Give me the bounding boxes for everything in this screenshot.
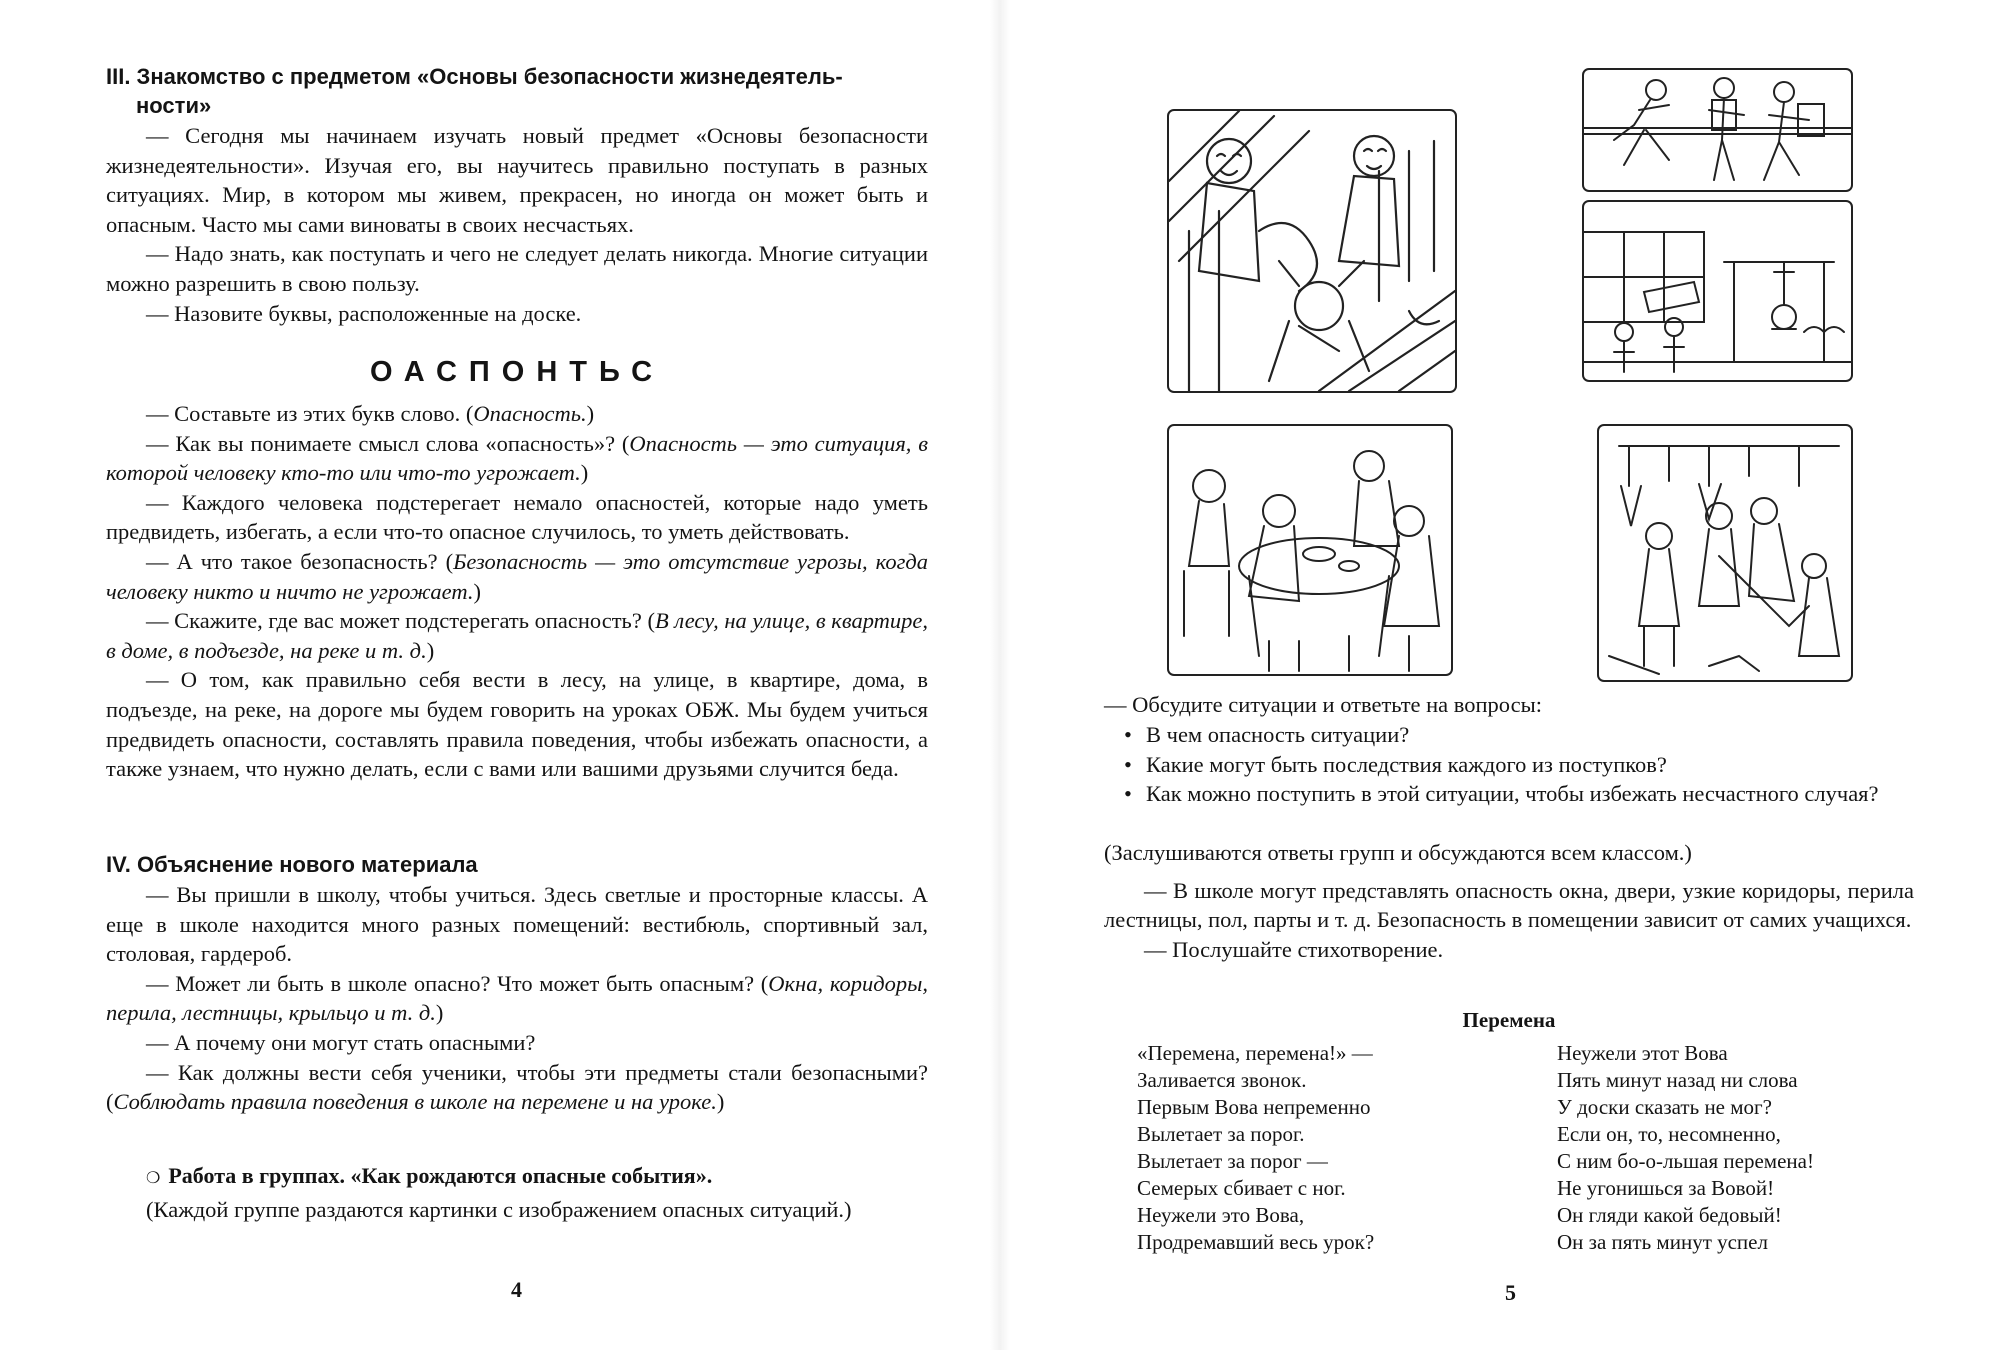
intro-text-block xyxy=(106,121,928,328)
paragraph: — Назовите буквы, расположенные на доске. xyxy=(146,300,582,326)
poem-title: Перемена xyxy=(1462,1008,1556,1032)
poem-line: Неужели этот Вова xyxy=(1557,1041,1728,1065)
paragraph: — А почему они могут стать опасными? xyxy=(146,1029,536,1055)
board-letters: ОАСПОНТЬС xyxy=(369,356,665,388)
section-3-heading xyxy=(106,62,936,120)
poem-line: Он гляди какой бедовый! xyxy=(1557,1203,1782,1227)
page-number-left: 4 xyxy=(511,1277,522,1302)
right-page xyxy=(1000,0,2000,1350)
paragraph xyxy=(106,399,928,429)
poem-line: Вылетает за порог — xyxy=(1137,1149,1328,1173)
paragraph-end: ) xyxy=(426,637,435,663)
answer-italic: Окна, коридоры, перила, лестницы, крыльцо и т. д. xyxy=(106,970,928,1026)
running-kids-drawing-icon xyxy=(1584,70,1851,190)
cloakroom-drawing-icon xyxy=(1599,426,1851,680)
section-3-heading-line1: III. Знакомство с предметом «Основы безопасности жизнедеятель- xyxy=(106,64,843,89)
poem-line: Не угонишься за Вовой! xyxy=(1557,1176,1775,1200)
poem-line: Если он, то, несомненно, xyxy=(1557,1122,1781,1146)
poem-line: Заливается звонок. xyxy=(1137,1068,1307,1092)
paragraph-text: — Как должны вести себя ученики, чтобы эти предметы стали безопасными? ( xyxy=(106,1059,928,1115)
paragraph-end: ) xyxy=(435,1000,444,1026)
paragraph: — Сегодня мы начинаем изучать новый предмет «Основы безопасности жизнедеятельности». Изучая его, вы научитесь правильно поступать в разных ситуациях. Мир, в котором мы живем, прекрасен, но иногда он может быть и опасным. Часто мы сами виноваты в своих несчастьях. xyxy=(106,123,928,237)
discussion-text-block xyxy=(1104,838,1914,964)
group-work-heading xyxy=(146,1163,936,1189)
paragraph-end: ) xyxy=(473,578,481,604)
list-item xyxy=(1124,779,1914,809)
paragraph: (Каждой группе раздаются картинки с изображением опасных ситуаций.) xyxy=(146,1197,852,1222)
page-number-right: 5 xyxy=(1505,1280,1516,1305)
question-text: В чем опасность ситуации? xyxy=(1146,722,1410,747)
poem-line: «Перемена, перемена!» — xyxy=(1137,1041,1373,1065)
paragraph: — Обсудите ситуации и ответьте на вопросы: xyxy=(1104,692,1542,717)
stairs-drawing-icon xyxy=(1169,111,1455,391)
paragraph-text: — Составьте из этих букв слово. ( xyxy=(146,401,474,426)
paragraph xyxy=(106,429,928,488)
questions-intro xyxy=(1104,690,1914,720)
question-text: Какие могут быть последствия каждого из поступков? xyxy=(1146,751,1667,777)
list-item xyxy=(1124,720,1914,750)
answer-italic: Безопасность — это отсутствие угрозы, когда человеку никто и ничто не угрожает. xyxy=(106,548,928,604)
poem-line: Он за пять минут успел xyxy=(1557,1230,1768,1254)
answer-italic: Соблюдать правила поведения в школе на перемене и на уроке. xyxy=(113,1089,717,1115)
paragraph xyxy=(106,606,928,665)
poem-line: Пять минут назад ни слова xyxy=(1557,1068,1798,1092)
illustration-playground xyxy=(1582,200,1853,382)
section-3-heading-line2: ности» xyxy=(136,93,212,118)
paragraph-end: ) xyxy=(580,460,589,486)
poem-column-right xyxy=(1557,1040,1917,1256)
paragraph: — Вы пришли в школу, чтобы учиться. Здесь светлые и просторные классы. А еще в школе находится много разных помещений: вестибюль, спортивный зал, столовая, гардероб. xyxy=(106,882,928,967)
illustration-running-kids xyxy=(1582,68,1853,192)
dining-table-drawing-icon xyxy=(1169,426,1451,674)
paragraph: — Послушайте стихотворение. xyxy=(1144,936,1444,962)
paragraph-text: — А что такое безопасность? ( xyxy=(146,548,454,574)
paragraph-end: ) xyxy=(716,1089,725,1115)
circle-bullet-icon: ❍ xyxy=(146,1168,161,1187)
paragraph-text: — Скажите, где вас может подстерегать опасность? ( xyxy=(146,608,655,634)
answer-italic: Опасность — это ситуация, в которой человеку кто-то или что-то угрожает. xyxy=(106,430,928,486)
poem-line: Неужели это Вова, xyxy=(1137,1203,1305,1227)
questions-list xyxy=(1124,720,1914,809)
answer-italic: В лесу, на улице, в квартире, в доме, в подъезде, на реке и т. д. xyxy=(106,608,929,663)
lesson-text-block xyxy=(106,880,928,1117)
poem-line: Семерых сбивает с ног. xyxy=(1137,1176,1346,1200)
poem-line: С ним бо-о-льшая перемена! xyxy=(1557,1149,1814,1173)
list-item xyxy=(1124,750,1914,780)
poem-line: У доски сказать не мог? xyxy=(1557,1095,1772,1119)
illustration-dining-table xyxy=(1167,424,1453,676)
paragraph: — О том, как правильно себя вести в лесу, на улице, в квартире, дома, в подъезде, на реке, на дороге мы будем говорить на уроках ОБЖ. Мы будем учиться предвидеть опасности, составлять правила поведения, чтобы избежать опасности, а также узнаем, что нужно делать, если с вами или вашими друзьями случится беда. xyxy=(106,667,928,782)
dialog-text-block xyxy=(106,399,928,784)
poem-column-left xyxy=(1137,1040,1467,1256)
section-4-heading: IV. Объяснение нового материала xyxy=(106,852,478,877)
paragraph: — В школе могут представлять опасность окна, двери, узкие коридоры, перила лестницы, пол, парты и т. д. Безопасность в помещении зависит от самих учащихся. xyxy=(1104,877,1914,933)
paragraph xyxy=(106,547,928,606)
bullet-icon: • xyxy=(1124,722,1132,747)
paragraph-text: — Может ли быть в школе опасно? Что может быть опасным? ( xyxy=(146,970,769,996)
paragraph xyxy=(106,1058,928,1117)
illustration-stairs-fall xyxy=(1167,109,1457,393)
answer-italic: Опасность. xyxy=(473,401,587,426)
poem-line: Первым Вова непременно xyxy=(1137,1095,1371,1119)
paragraph-end: ) xyxy=(586,401,595,426)
paragraph: (Заслушиваются ответы групп и обсуждаются всем классом.) xyxy=(1104,840,1692,865)
group-work-note xyxy=(106,1195,928,1225)
illustration-cloakroom xyxy=(1597,424,1853,682)
paragraph: — Надо знать, как поступать и чего не следует делать никогда. Многие ситуации можно разрешить в свою пользу. xyxy=(106,241,928,296)
group-work-label: Работа в группах. «Как рождаются опасные события». xyxy=(168,1163,713,1188)
paragraph xyxy=(106,969,928,1028)
paragraph-text: — Как вы понимаете смысл слова «опасность»? ( xyxy=(146,430,630,456)
playground-drawing-icon xyxy=(1584,202,1851,380)
paragraph: — Каждого человека подстерегает немало опасностей, которые надо уметь предвидеть, избегать, а если что-то опасное случилось, то уметь действовать. xyxy=(106,489,928,545)
bullet-icon: • xyxy=(1124,781,1132,807)
poem-line: Вылетает за порог. xyxy=(1137,1122,1305,1146)
poem-line: Продремавший весь урок? xyxy=(1137,1230,1375,1254)
bullet-icon: • xyxy=(1124,751,1132,777)
question-text: Как можно поступить в этой ситуации, чтобы избежать несчастного случая? xyxy=(1146,781,1879,807)
